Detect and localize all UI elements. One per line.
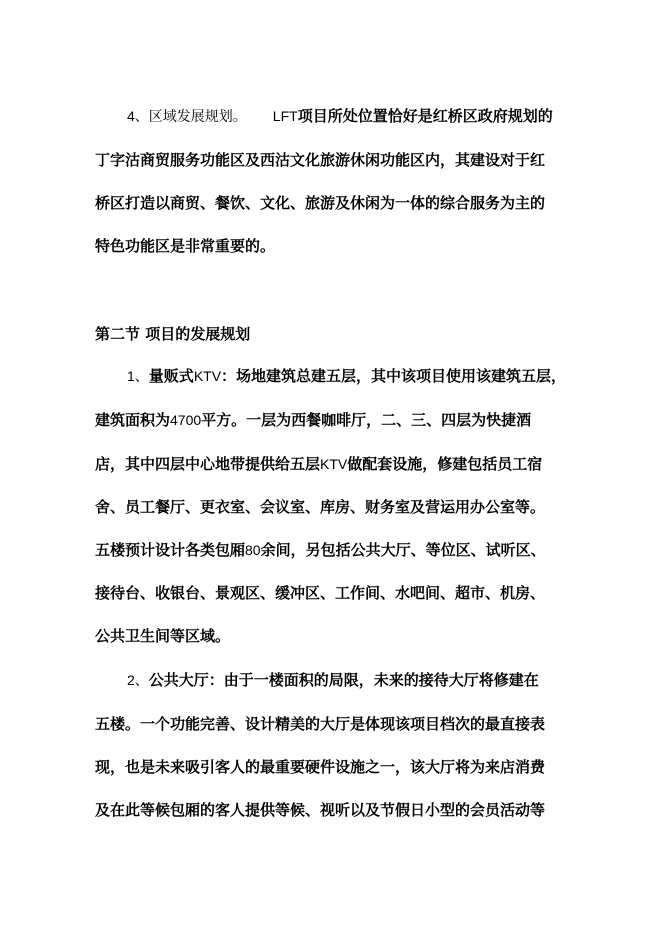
paragraph-2-line-7: 公共卫生间等区域。 — [95, 627, 231, 645]
paragraph-2-line-1-b: ：场地建筑总建五层，其中该项目使用该建筑五层， — [221, 367, 567, 385]
paragraph-2-line-6: 接待台、收银台、景观区、缓冲区、工作间、水吧间、超市、机房、 — [95, 584, 546, 602]
paragraph-2-line-4: 舍、员工餐厅、更衣室、会议室、库房、财务室及营运用办公室等。 — [95, 498, 546, 516]
paragraph-3-line-1-text: 公共大厅：由于一楼面积的局限，未来的接待大厅将修建在 — [148, 671, 539, 689]
paragraph-2-line-1-a: 量贩式 — [148, 367, 194, 385]
paragraph-2-line-3 — [95, 454, 575, 474]
paragraph-3-number: 2、 — [127, 672, 149, 688]
ktv-abbreviation: KTV — [193, 368, 222, 384]
paragraph-3-line-4: 及在此等候包厢的客人提供等候、视听以及节假日小型的会员活动等 — [95, 801, 546, 819]
paragraph-1-line-3: 桥区打造以商贸、餐饮、文化、旅游及休闲为一体的综合服务为主的 — [95, 194, 546, 212]
paragraph-1-number: 4、区域发展规划。 — [127, 108, 247, 124]
ktv-abbreviation-2: KTV — [320, 456, 348, 472]
paragraph-2-line-2 — [95, 410, 575, 430]
paragraph-2-number: 1、 — [127, 368, 149, 384]
room-count: 80 — [245, 542, 261, 558]
paragraph-2-line-3-b: 做配套设施，修建包括员工宿 — [347, 455, 543, 473]
paragraph-1-line-1-text: 项目所处位置恰好是红桥区政府规划的 — [297, 107, 553, 125]
paragraph-2-line-5 — [95, 540, 575, 560]
paragraph-1-line-1 — [127, 106, 577, 126]
paragraph-2-line-2-b: 平方。一层为西餐咖啡厅，二、三、四层为快捷酒 — [201, 411, 532, 429]
paragraph-3-line-1 — [127, 670, 577, 690]
paragraph-2-line-2-a: 建筑面积为 — [95, 411, 171, 429]
paragraph-2-line-1 — [127, 366, 577, 386]
paragraph-3-line-2: 五楼。一个功能完善、设计精美的大厅是体现该项目档次的最直接表 — [95, 715, 546, 733]
paragraph-2-line-3-a: 店，其中四层中心地带提供给五层 — [95, 455, 321, 473]
paragraph-3-line-3: 现，也是未来吸引客人的最重要硬件设施之一，该大厅将为来店消费 — [95, 758, 546, 776]
paragraph-2-line-5-a: 五楼预计设计各类包厢 — [95, 541, 246, 559]
area-value: 4700 — [170, 412, 202, 428]
paragraph-2-line-5-b: 余间，另包括公共大厅、等位区、试听区、 — [260, 541, 546, 559]
paragraph-1-line-2: 丁字沽商贸服务功能区及西沽文化旅游休闲功能区内，其建设对于红 — [95, 151, 546, 169]
paragraph-1-line-4: 特色功能区是非常重要的。 — [95, 237, 276, 255]
lft-abbreviation: LFT — [272, 108, 298, 124]
section-title: 第二节 项目的发展规划 — [95, 325, 251, 343]
